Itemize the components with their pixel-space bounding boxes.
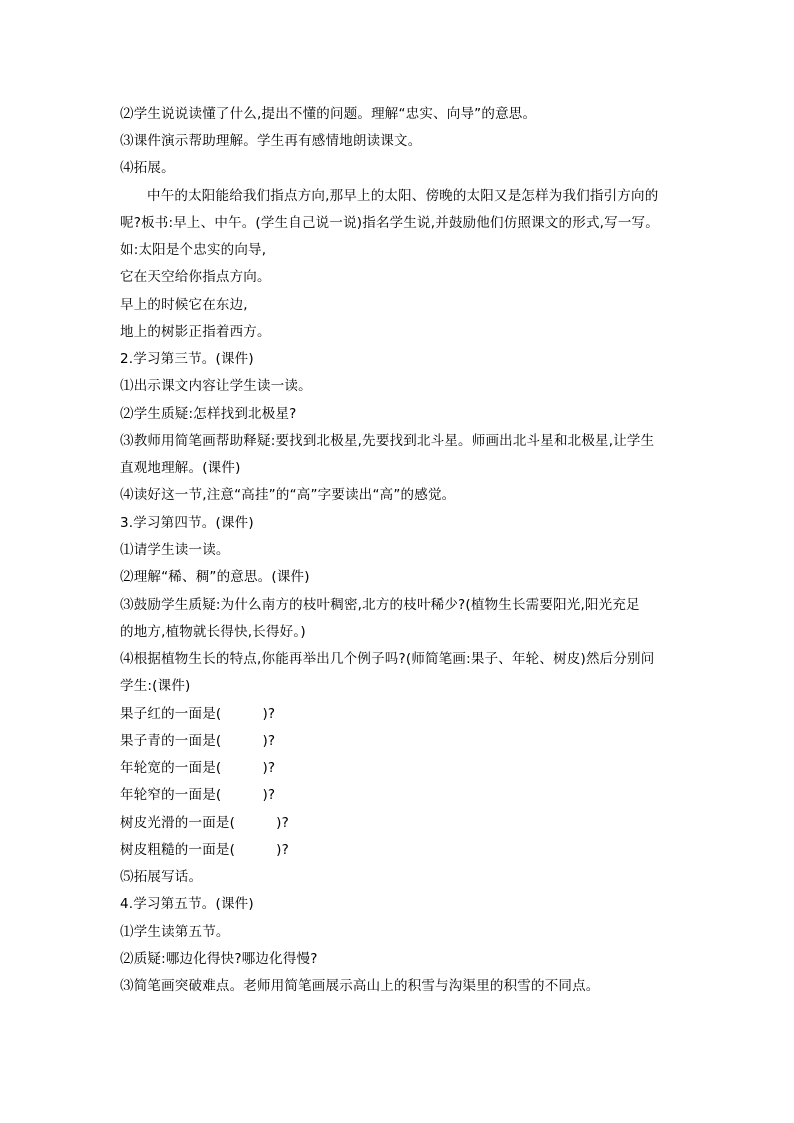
text-line: ⑷拓展。 — [120, 160, 175, 176]
text-line: ⑴学生读第五节。 — [120, 924, 230, 940]
text-line: 学生:(课件) — [120, 678, 191, 694]
text-line: 如:太阳是个忠实的向导, — [120, 242, 267, 258]
text-line: 地上的树影正指着西方。 — [120, 324, 271, 340]
text-line: 早上的时候它在东边, — [120, 297, 248, 313]
text-line: ⑴出示课文内容让学生读一读。 — [120, 378, 312, 394]
text-line: ⑶课件演示帮助理解。学生再有感情地朗读课文。 — [120, 133, 422, 149]
text-line: ⑴请学生读一读。 — [120, 542, 230, 558]
text-line: 树皮粗糙的一面是( )? — [120, 842, 289, 858]
text-line: 直观地理解。(课件) — [120, 460, 241, 476]
text-line: ⑷读好这一节,注意“高挂”的“高”字要读出“高”的感觉。 — [120, 487, 456, 503]
text-line: ⑵质疑:哪边化得快?哪边化得慢? — [120, 951, 318, 967]
text-line: ⑶鼓励学生质疑:为什么南方的枝叶稠密,北方的枝叶稀少?(植物生长需要阳光,阳光充足 — [120, 597, 640, 613]
text-line: ⑷根据植物生长的特点,你能再举出几个例子吗?(师简笔画:果子、年轮、树皮)然后分别问 — [120, 651, 655, 667]
text-line: ⑵学生质疑:怎样找到北极星? — [120, 406, 297, 422]
text-line: ⑶简笔画突破难点。老师用简笔画展示高山上的积雪与沟渠里的积雪的不同点。 — [120, 978, 600, 994]
text-line: ⑸拓展写话。 — [120, 869, 203, 885]
text-line: 它在天空给你指点方向。 — [120, 269, 271, 285]
text-line: 的地方,植物就长得快,长得好。) — [120, 624, 306, 640]
text-line: ⑵学生说说读懂了什么,提出不懂的问题。理解“忠实、向导”的意思。 — [120, 106, 537, 122]
text-line: 中午的太阳能给我们指点方向,那早上的太阳、傍晚的太阳又是怎样为我们指引方向的 — [147, 188, 659, 204]
text-line: ⑵理解“稀、稠”的意思。(课件) — [120, 569, 310, 585]
text-line: 树皮光滑的一面是( )? — [120, 815, 289, 831]
text-line: 果子青的一面是( )? — [120, 733, 276, 749]
text-line: 3.学习第四节。(课件) — [120, 515, 254, 531]
text-line: ⑶教师用简笔画帮助释疑:要找到北极星,先要找到北斗星。师画出北斗星和北极星,让学生 — [120, 433, 655, 449]
text-line: 年轮窄的一面是( )? — [120, 787, 276, 803]
text-line: 呢?板书:早上、中午。(学生自己说一说)指名学生说,并鼓励他们仿照课文的形式,写一写。 — [120, 215, 659, 231]
text-line: 果子红的一面是( )? — [120, 706, 276, 722]
text-line: 2.学习第三节。(课件) — [120, 351, 254, 367]
text-line: 年轮宽的一面是( )? — [120, 760, 276, 776]
text-line: 4.学习第五节。(课件) — [120, 896, 254, 912]
